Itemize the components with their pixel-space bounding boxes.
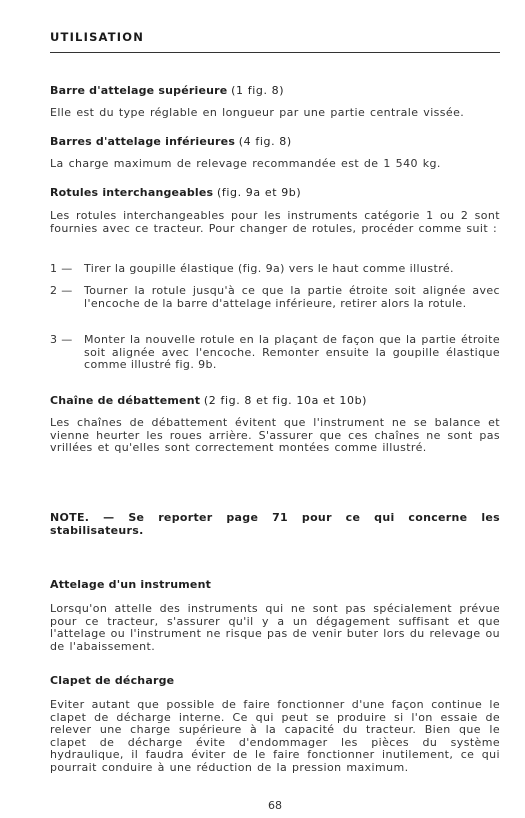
page-number: 68 <box>268 799 282 812</box>
paragraph-implement-hitching: Lorsqu'on attelle des instruments qui ne sont pas spécialement prévue pour ce tracteur, s'assurer qu'il y a un dégagement suffisant et que l'attelage ou l'instrument ne risque pas de venir buter lors du relevage ou de l'abaissement. <box>50 602 500 653</box>
heading-title: Chaîne de débattement <box>50 394 201 407</box>
header-rule <box>50 52 500 53</box>
paragraph-check-chain: Les chaînes de débattement évitent que l'instrument ne se balance et vienne heurter les roues arrière. S'assurer que ces chaînes ne sont pas vrillées et qu'elles sont correctement montées comme illustré. <box>50 416 500 454</box>
heading-title: Attelage d'un instrument <box>50 578 212 591</box>
step-text: Monter la nouvelle rotule en la plaçant de façon que la partie étroite soit alignée avec l'encoche. Remonter ensuite la goupille élastique comme illustré fig. 9b. <box>84 333 500 371</box>
section-heading-implement-hitching <box>50 578 500 591</box>
heading-title: Rotules interchangeables <box>50 186 214 199</box>
paragraph-relief-valve: Eviter autant que possible de faire fonctionner d'une façon continue le clapet de décharge interne. Ce qui peut se produire si l'on essaie de relever une charge supérieure à la capacité du tracteur. Bien que le clapet de décharge évite d'endommager les pièces du système hydraulique, il faudra éviter de le faire fonctionner inutilement, ce qui pourrait conduire à une réduction de la pression maximum. <box>50 698 500 774</box>
paragraph-upper-link: Elle est du type réglable en longueur par une partie centrale vissée. <box>50 106 465 119</box>
page-header: UTILISATION <box>50 30 145 44</box>
manual-page <box>50 0 500 818</box>
step-text: Tourner la rotule jusqu'à ce que la partie étroite soit alignée avec l'encoche de la barre d'attelage inférieure, retirer alors la rotule. <box>84 284 500 310</box>
step-number: 3 — <box>50 333 73 346</box>
heading-title: Clapet de décharge <box>50 674 175 687</box>
step-number: 2 — <box>50 284 73 297</box>
step-number: 1 — <box>50 262 73 275</box>
heading-title: Barre d'attelage supérieure <box>50 84 228 97</box>
heading-ref: (1 fig. 8) <box>231 84 285 97</box>
section-heading-check-chain <box>50 394 500 407</box>
step-text: Tirer la goupille élastique (fig. 9a) vers le haut comme illustré. <box>84 262 454 275</box>
heading-ref: (fig. 9a et 9b) <box>217 186 302 199</box>
heading-title: Barres d'attelage inférieures <box>50 135 236 148</box>
note-stabilizers: NOTE. — Se reporter page 71 pour ce qui concerne les stabilisateurs. <box>50 511 500 537</box>
paragraph-ball-joints: Les rotules interchangeables pour les instruments catégorie 1 ou 2 sont fournies avec ce tracteur. Pour changer de rotules, procéder comme suit : <box>50 209 500 235</box>
section-heading-upper-link <box>50 84 500 97</box>
section-heading-lower-links <box>50 135 500 148</box>
section-heading-relief-valve <box>50 674 500 687</box>
heading-ref: (2 fig. 8 et fig. 10a et 10b) <box>203 394 368 407</box>
section-heading-ball-joints <box>50 186 500 199</box>
heading-ref: (4 fig. 8) <box>238 135 292 148</box>
paragraph-lower-links: La charge maximum de relevage recommandée est de 1 540 kg. <box>50 157 441 170</box>
